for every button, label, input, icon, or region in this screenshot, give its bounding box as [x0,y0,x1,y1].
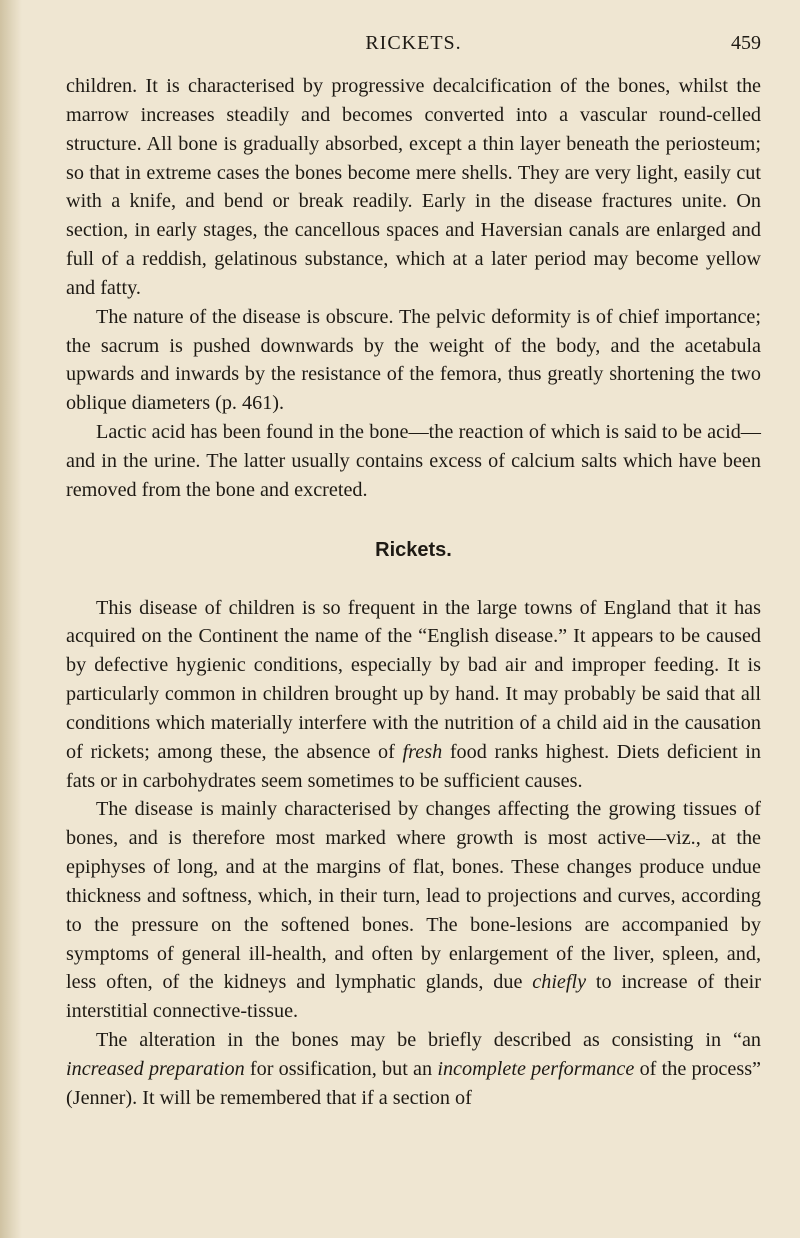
emphasis-incomplete-performance: incomplete performance [437,1058,635,1080]
running-header [66,24,761,64]
page-edge-shadow [0,0,22,1238]
paragraph-6-part-3: of the process” (Jenner). It will be remembered that if a section of [66,1058,762,1109]
paragraph-2: The nature of the disease is obscure. The pelvic deformity is of chief importance; the sacrum is pushed downwards by the weight of the body, and the acetabula upwards and inwards by the resistance of the femora, thus greatly shortening the two oblique diameters (p. 461). [66,305,761,415]
emphasis-fresh: fresh [402,740,443,763]
section-heading: Rickets. [375,538,452,561]
paragraph-6-part-2: for ossification, but an [249,1058,433,1080]
paragraph-3: Lactic acid has been found in the bone—the reaction of which is said to be acid—and in the urine. The latter usually contains excess of calcium salts which have been removed from the bone and excreted. [66,421,761,501]
page-number: 459 [731,32,761,54]
emphasis-chiefly: chiefly [532,971,587,994]
paragraph-4-part-1: This disease of children is so frequent in the large towns of England that it has acquired on the Continent the name of the “English disease.” It appears to be caused by defective hygienic conditions, especially by bad air and improper feeding. It is particularly common in children brought up by hand. It may probably be said that all conditions which materially interfere with the nutrition of a child aid in the causation of rickets; among these, the absence of [66,596,761,763]
paragraph-5-part-1: The disease is mainly characterised by changes affecting the growing tissues of bones, and is therefore most marked where growth is most active—viz., at the epiphyses of long, and at the margins of flat, bones. These changes produce undue thickness and softness, which, in their turn, lead to projections and curves, according to the pressure on the softened bones. The bone-lesions are accompanied by symptoms of general ill-health, and often by enlargement of the liver, spleen, and, less often, of the kidneys and lymphatic glands, due [66,798,761,994]
paragraph-6-part-1: The alteration in the bones may be briefly described as consisting in “an [96,1029,761,1052]
paragraph-5-part-2: to increase of their interstitial connective-tissue. [66,971,762,1023]
paragraph-5 [66,795,761,1026]
running-title: RICKETS. [365,32,462,54]
paragraph-6 [66,1026,761,1113]
book-page [66,0,761,1238]
paragraph-4 [66,594,761,796]
paragraph-1: children. It is characterised by progressive decalcification of the bones, whilst the marrow increases steadily and becomes converted into a vascular round-celled structure. All bone is gradually absorbed, except a thin layer beneath the periosteum; so that in extreme cases the bones become mere shells. They are very light, easily cut with a knife, and bend or break readily. Early in the disease fractures unite. On section, in early stages, the cancellous spaces and Haversian canals are enlarged and full of a reddish, gelatinous substance, which at a later period may become yellow and fatty. [66,75,761,299]
body-text [66,72,761,1113]
emphasis-increased-preparation: increased preparation [66,1058,245,1080]
paragraph-4-part-2: food ranks highest. Diets deficient in fats or in carbohydrates seem sometimes to be sufficient causes. [66,740,762,792]
